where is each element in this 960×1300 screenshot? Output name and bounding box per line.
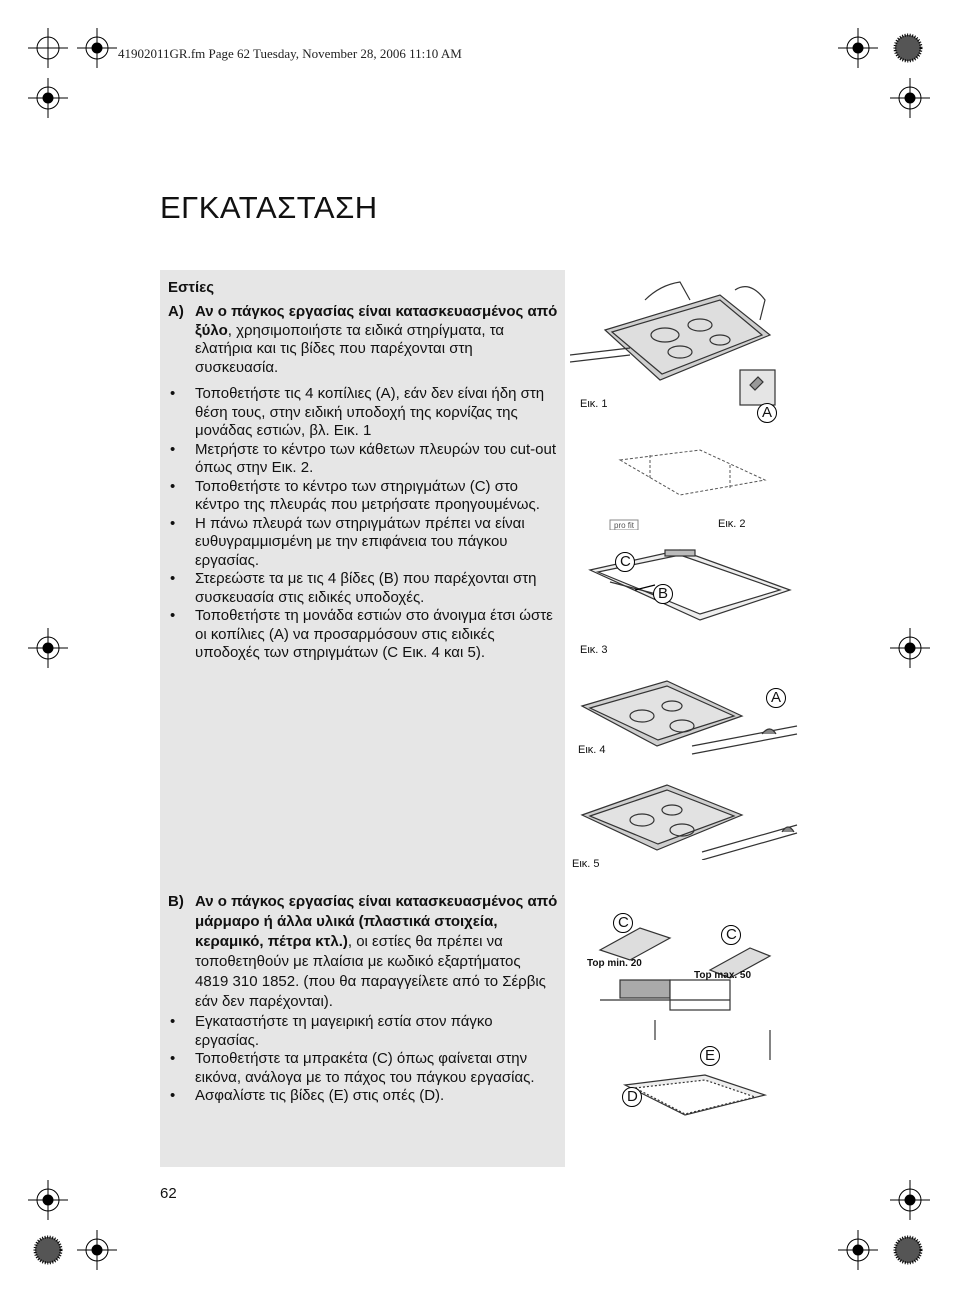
part-b-label: B) [168, 893, 184, 910]
profit-logo: pro fit [614, 521, 635, 530]
figure-2-caption: Εικ. 2 [718, 518, 746, 530]
figure-4-caption: Εικ. 4 [578, 744, 606, 756]
list-item: • Η πάνω πλευρά των στηριγμάτων πρέπει να είναι ευθυγραμμισμένη με την επιφάνεια του πάγκου εργασίας. [168, 515, 558, 571]
crosshair-icon [28, 628, 68, 668]
top-max-label: Top max. 50 [694, 970, 752, 981]
figure-5-illustration [572, 770, 802, 860]
top-min-label: Top min. 20 [587, 958, 642, 969]
list-item: • Ασφαλίστε τις βίδες (E) στις οπές (D). [168, 1087, 558, 1106]
part-b-paragraph [168, 892, 558, 1012]
figure-5-caption: Εικ. 5 [572, 858, 600, 870]
figure-1-letter-a: A [762, 404, 773, 421]
crosshair-icon [28, 78, 68, 118]
list-item: • Εγκαταστήστε τη μαγειρική εστία στον πάγκο εργασίας. [168, 1013, 558, 1050]
figure-3-letter-b: B [658, 585, 669, 602]
crosshair-icon [838, 1230, 878, 1270]
list-item: • Τοποθετήστε τις 4 κοπίλιες (A), εάν δεν είναι ήδη στη θέση τους, στην ειδική υποδοχή της κορνίζας της μονάδας εστιών, βλ. Εικ. 1 [168, 385, 558, 441]
figure-2-illustration [590, 440, 790, 530]
part-a-bold-text: Αν ο πάγκος εργασίας είναι κατασκευασμένος από ξύλο [195, 303, 558, 339]
list-item: • Τοποθετήστε τη μονάδα εστιών στο άνοιγμα έτσι ώστε οι κοπίλιες (A) να προσαρμόσουν στις ειδικές υποδοχές των στηριγμάτων (C Εικ. 4 και 5). [168, 607, 558, 663]
crosshair-icon [890, 628, 930, 668]
bracket-illustration [580, 900, 780, 1150]
part-b-bold-text: Αν ο πάγκος εργασίας είναι κατασκευασμένος από μάρμαρο ή άλλα υλικά (πλαστικά στοιχεία, κεραμικό, πέτρα κτλ.) [195, 893, 558, 950]
crosshair-icon [838, 28, 878, 68]
figure-3-illustration [570, 540, 800, 650]
part-a-text: , χρησιμοποιήστε τα ειδικά στηρίγματα, τα ελατήρια και τις βίδες που παρέχονται στη συσκευασία. [195, 321, 505, 376]
sunburst-mark-icon [895, 1237, 921, 1263]
part-a-steps [168, 385, 558, 663]
list-item: • Τοποθετήστε τα μπρακέτα (C) όπως φαίνεται στην εικόνα, ανάλογα με το πάχος του πάγκου εργασίας. [168, 1050, 558, 1087]
part-a-paragraph [168, 303, 558, 377]
bracket-letter-c-1: C [618, 914, 629, 931]
page-number: 62 [160, 1185, 177, 1202]
crosshair-icon [77, 1230, 117, 1270]
figure-4-letter-a: A [771, 689, 782, 706]
part-b-steps [168, 1013, 558, 1106]
sunburst-mark-icon [35, 1237, 61, 1263]
list-item: • Μετρήστε το κέντρο των κάθετων πλευρών του cut-out όπως στην Εικ. 2. [168, 441, 558, 478]
part-b-text: , οι εστίες θα πρέπει να τοποθετηθούν με πλαίσια με κωδικό εξαρτήματος 4819 310 1852. (που θα παραγγείλετε από το Σέρβις εάν δεν παρέχονται). [195, 933, 546, 1010]
figure-1-caption: Εικ. 1 [580, 398, 608, 410]
part-a-label: A) [168, 303, 184, 320]
section-title: Εστίες [168, 279, 215, 296]
file-info-header: 41902011GR.fm Page 62 Tuesday, November 28, 2006 11:10 AM [118, 46, 462, 61]
list-item: • Στερεώστε τα με τις 4 βίδες (B) που παρέχονται στη συσκευασία στις ειδικές υποδοχές. [168, 570, 558, 607]
bracket-letter-d: D [627, 1088, 638, 1105]
bracket-letter-e: E [705, 1047, 716, 1064]
crosshair-icon [28, 1180, 68, 1220]
figure-3-letter-c: C [620, 553, 631, 570]
crosshair-icon [890, 1180, 930, 1220]
bracket-letter-c-2: C [726, 926, 737, 943]
figure-3-caption: Εικ. 3 [580, 644, 608, 656]
page-title: ΕΓΚΑΤΑΣΤΑΣΗ [160, 190, 378, 225]
crosshair-icon [28, 28, 68, 68]
list-item: • Τοποθετήστε το κέντρο των στηριγμάτων (C) στο κέντρο της πλευράς που μετρήσατε προηγουμένως. [168, 478, 558, 515]
sunburst-mark-icon [895, 35, 921, 61]
crosshair-icon [890, 78, 930, 118]
crosshair-icon [77, 28, 117, 68]
